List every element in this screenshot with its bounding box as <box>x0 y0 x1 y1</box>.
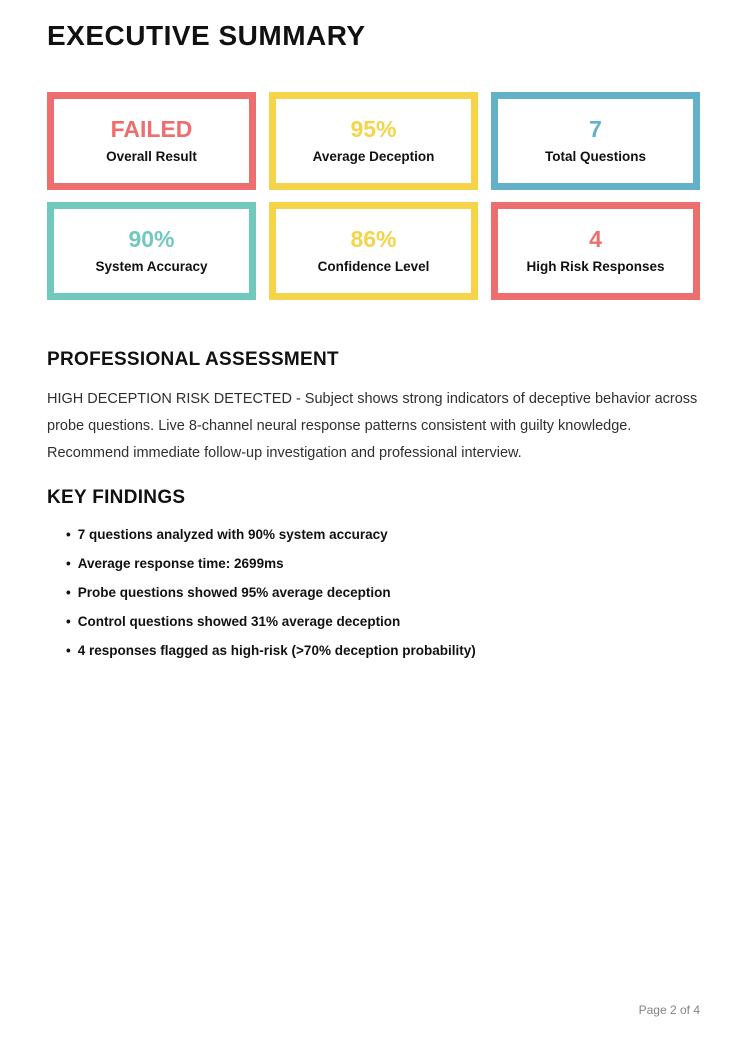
bullet-icon: • <box>66 556 71 571</box>
stat-value: 7 <box>589 116 602 143</box>
bullet-icon: • <box>66 643 71 658</box>
page-number: Page 2 of 4 <box>638 1003 700 1017</box>
assessment-text: HIGH DECEPTION RISK DETECTED - Subject shows strong indicators of deceptive behavior across probe questions. Live 8-channel neural response patterns consistent with guilty knowledge. Recommend immediate follow-up investigation and professional interview. <box>47 391 698 461</box>
stat-label: Overall Result <box>106 149 197 165</box>
stat-value: FAILED <box>110 116 193 143</box>
finding-item <box>66 586 700 600</box>
bullet-icon: • <box>66 585 71 600</box>
stat-card-confidence-level <box>269 202 478 300</box>
finding-item <box>66 528 700 542</box>
stat-label: Confidence Level <box>317 259 430 275</box>
stat-value: 90% <box>128 226 175 253</box>
finding-item <box>66 644 700 658</box>
stat-card-system-accuracy <box>47 202 256 300</box>
stat-label: System Accuracy <box>95 259 208 275</box>
stat-card-overall-result <box>47 92 256 190</box>
stat-card-total-questions <box>491 92 700 190</box>
stat-card-average-deception <box>269 92 478 190</box>
stat-label: Total Questions <box>544 149 646 165</box>
assessment-heading: PROFESSIONAL ASSESSMENT <box>47 349 339 370</box>
finding-item <box>66 615 700 629</box>
stat-card-high-risk-responses <box>491 202 700 300</box>
stat-value: 4 <box>589 226 602 253</box>
findings-heading: KEY FINDINGS <box>47 487 186 508</box>
bullet-icon: • <box>66 527 71 542</box>
finding-text: 7 questions analyzed with 90% system accuracy <box>77 527 388 542</box>
section-key-findings <box>47 487 700 658</box>
stat-value: 95% <box>350 116 397 143</box>
findings-list <box>47 528 700 658</box>
stat-label: Average Deception <box>312 149 435 165</box>
finding-text: 4 responses flagged as high-risk (>70% deception probability) <box>77 643 476 658</box>
page-title: EXECUTIVE SUMMARY <box>47 20 366 51</box>
stat-value: 86% <box>350 226 397 253</box>
finding-text: Control questions showed 31% average deception <box>77 614 401 629</box>
section-professional-assessment <box>47 349 700 467</box>
finding-text: Average response time: 2699ms <box>77 556 284 571</box>
finding-item <box>66 557 700 571</box>
bullet-icon: • <box>66 614 71 629</box>
stat-card-grid <box>47 92 700 300</box>
finding-text: Probe questions showed 95% average deception <box>77 585 391 600</box>
stat-label: High Risk Responses <box>526 259 665 275</box>
